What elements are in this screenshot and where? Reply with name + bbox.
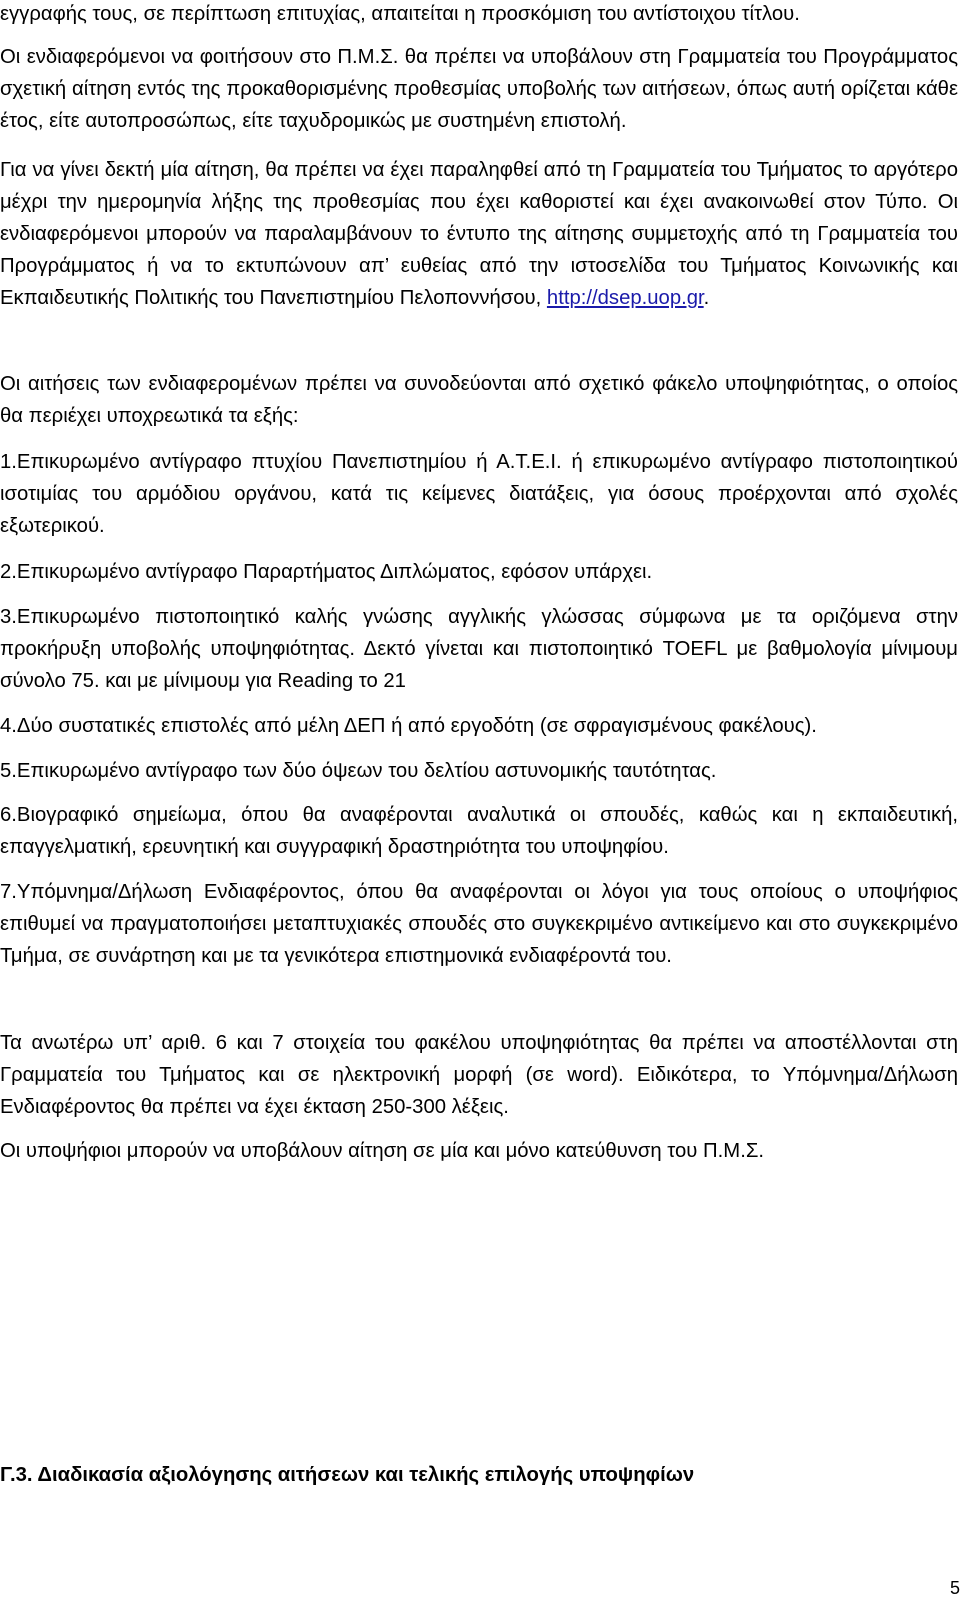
paragraph-application-deadline-text: Για να γίνει δεκτή μία αίτηση, θα πρέπει να έχει παραληφθεί από τη Γραμματεία του Τμήματος το αργότερο μέχρι την ημερομηνία λήξης της προθεσμίας που έχει καθοριστεί και έχει ανακοινωθεί στον Τύπο. Οι ενδιαφερόμενοι μπορούν να παραλαμβάνουν το έντυπο της αίτησης συμμετοχής από τη Γραμματεία του Προγράμματος ή να το εκτυπώνουν απ’ ευθείας από την ιστοσελίδα του Τμήματος Κοινωνικής και Εκπαιδευτικής Πολιτικής του Πανεπιστημίου Πελοποννήσου,: [0, 159, 958, 309]
page-number: 5: [949, 1578, 960, 1598]
paragraph-electronic-submission: Τα ανωτέρω υπ’ αριθ. 6 και 7 στοιχεία του φακέλου υποψηφιότητας θα πρέπει να αποστέλλονται στη Γραμματεία του Τμήματος και σε ηλεκτρονική μορφή (σε word). Ειδικότερα, το Υπόμνημα/Δήλωση Ενδιαφέροντος θα πρέπει να έχει έκταση 250-300 λέξεις.: [0, 1032, 958, 1118]
paragraph-application-submission: Οι ενδιαφερόμενοι να φοιτήσουν στο Π.Μ.Σ. θα πρέπει να υποβάλουν στη Γραμματεία του Προγράμματος σχετική αίτηση εντός της προκαθορισμένης προθεσμίας υποβολής των αιτήσεων, όπως αυτή ορίζεται κάθε έτος, είτε αυτοπροσώπως, είτε ταχυδρομικώς με συστημένη επιστολή.: [0, 46, 958, 132]
list-item-id-copy: 5.Επικυρωμένο αντίγραφο των δύο όψεων του δελτίου αστυνομικής ταυτότητας.: [0, 760, 717, 782]
list-item-cv: 6.Βιογραφικό σημείωμα, όπου θα αναφέρονται αναλυτικά οι σπουδές, καθώς και η εκπαιδευτική, επαγγελματική, ερευνητική και συγγραφική δραστηριότητα του υποψηφίου.: [0, 804, 958, 858]
paragraph-application-deadline: [0, 154, 958, 314]
paragraph-end-period: .: [703, 287, 710, 309]
list-item-recommendation-letters: 4.Δύο συστατικές επιστολές από μέλη ΔΕΠ ή από εργοδότη (σε σφραγισμένους φακέλους).: [0, 715, 817, 737]
department-website-link[interactable]: http://dsep.uop.gr: [546, 287, 704, 309]
paragraph-single-direction: Οι υποψήφιοι μπορούν να υποβάλουν αίτηση σε μία και μόνο κατεύθυνση του Π.Μ.Σ.: [0, 1140, 765, 1162]
paragraph-continuation: εγγραφής τους, σε περίπτωση επιτυχίας, απαιτείται η προσκόμιση του αντίστοιχου τίτλου.: [0, 3, 800, 25]
list-item-statement-of-interest: 7.Υπόμνημα/Δήλωση Ενδιαφέροντος, όπου θα αναφέρονται οι λόγοι για τους οποίους ο υποψήφιος επιθυμεί να πραγματοποιήσει μεταπτυχιακές σπουδές στο συγκεκριμένο αντικείμενο και στο συγκεκριμένο Τμήμα, σε συνάρτηση και με τα γενικότερα επιστημονικά ενδιαφέροντά του.: [0, 881, 958, 967]
list-item-english-certificate: 3.Επικυρωμένο πιστοποιητικό καλής γνώσης αγγλικής γλώσσας σύμφωνα με τα οριζόμενα στην προκήρυξη υποβολής υποψηφιότητας. Δεκτό γίνεται και πιστοποιητικό TOEFL με βαθμολογία μίνιμουμ σύνολο 75. και με μίνιμουμ για Reading το 21: [0, 606, 958, 692]
section-heading: Γ.3. Διαδικασία αξιολόγησης αιτήσεων και τελικής επιλογής υποψηφίων: [0, 1464, 695, 1486]
list-item-degree-copy: 1.Επικυρωμένο αντίγραφο πτυχίου Πανεπιστημίου ή Α.Τ.Ε.Ι. ή επικυρωμένο αντίγραφο πιστοποιητικού ισοτιμίας του αρμόδιου οργάνου, κατά τις κείμενες διατάξεις, για όσους προέρχονται από σχολές εξωτερικού.: [0, 451, 958, 537]
list-item-diploma-supplement: 2.Επικυρωμένο αντίγραφο Παραρτήματος Διπλώματος, εφόσον υπάρχει.: [0, 561, 653, 583]
paragraph-application-file: Οι αιτήσεις των ενδιαφερομένων πρέπει να συνοδεύονται από σχετικό φάκελο υποψηφιότητας, ο οποίος θα περιέχει υποχρεωτικά τα εξής:: [0, 373, 958, 427]
